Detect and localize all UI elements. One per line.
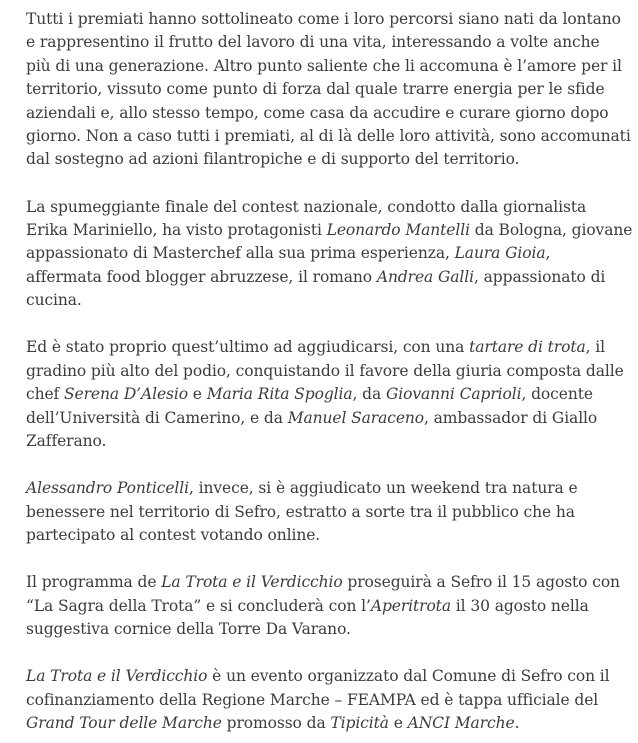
text-run: dell’Università di Camerino, e da — [26, 408, 288, 427]
paragraph-line — [26, 78, 622, 101]
italic-text: Giovanni Caprioli — [385, 385, 522, 404]
paragraph-line — [26, 148, 622, 171]
paragraph-line — [26, 55, 622, 78]
text-run: più di una generazione. Altro punto saliente che li accomuna è l’amore per il — [26, 56, 622, 75]
paragraph-line — [26, 266, 622, 289]
italic-text: La Trota e il Verdicchio — [161, 573, 343, 592]
paragraph-line — [26, 524, 622, 547]
text-run: Tutti i premiati hanno sottolineato come i loro percorsi siano nati da lontano — [26, 10, 621, 28]
italic-text: Aperitrota — [370, 596, 451, 615]
text-run: chef — [26, 385, 65, 404]
italic-text: Manuel Saraceno — [287, 408, 425, 427]
italic-text: Maria Rita Spoglia — [206, 385, 353, 404]
italic-text: ANCI Marche — [407, 714, 515, 733]
text-run: , appassionato di — [474, 267, 606, 286]
text-run: e — [187, 385, 207, 404]
text-run: Ed è stato proprio quest’ultimo ad aggiudicarsi, con una — [26, 338, 470, 357]
text-run: è un evento organizzato dal Comune di Sefro con il — [207, 667, 610, 686]
italic-text: Laura Gioia — [454, 244, 546, 263]
paragraph-line — [26, 219, 633, 242]
text-run: Il programma de — [26, 573, 162, 592]
italic-text: Grand Tour delle Marche — [26, 714, 222, 733]
paragraph-line — [26, 102, 622, 125]
text-run: , da — [352, 385, 386, 404]
text-run: Erika Mariniello, ha visto protagonisti — [26, 221, 327, 240]
text-run: , ambassador di Giallo — [424, 408, 598, 427]
text-run: proseguirà a Sefro il 15 agosto con — [342, 573, 620, 592]
paragraph-line — [26, 289, 622, 312]
italic-text: tartare di trota — [469, 338, 586, 357]
text-run: cofinanziamento della Regione Marche – FEAMPA ed è tappa ufficiale del — [26, 690, 599, 709]
paragraph-line — [26, 125, 631, 148]
paragraph-line — [26, 196, 622, 219]
paragraph-line — [26, 31, 622, 54]
italic-text: Tipicità — [330, 714, 389, 733]
text-run: “La Sagra della Trota” e si concluderà con l’ — [26, 596, 371, 615]
text-run: da Bologna, giovane — [469, 221, 633, 240]
text-run: e — [388, 714, 408, 733]
text-run: cucina. — [26, 291, 82, 310]
text-run: il 30 agosto nella — [450, 596, 589, 615]
paragraph-line — [26, 571, 622, 594]
paragraph-line — [26, 689, 622, 712]
text-run: giorno. Non a caso tutti i premiati, al di là delle loro attività, sono accomunati — [26, 127, 631, 146]
text-run: dal sostegno ad azioni filantropiche e di supporto del territorio. — [26, 150, 520, 169]
paragraph-line — [26, 618, 622, 641]
paragraph-line — [26, 477, 622, 500]
article-paragraph — [26, 336, 622, 453]
text-run: territorio, vissuto come punto di forza dal quale trarre energia per le sfide — [26, 80, 605, 99]
article-paragraph — [26, 477, 622, 547]
text-run: , docente — [521, 385, 593, 404]
paragraph-line — [26, 430, 622, 453]
paragraph-line — [26, 501, 622, 524]
italic-text: Serena D’Alesio — [64, 385, 188, 404]
text-run: promosso da — [221, 714, 331, 733]
text-run: e rappresentino il frutto del lavoro di una vita, interessando a volte anche — [26, 33, 600, 52]
article-paragraph — [26, 665, 622, 735]
italic-text: La Trota e il Verdicchio — [26, 667, 208, 686]
article-paragraph — [26, 8, 631, 172]
text-run: . — [514, 714, 520, 733]
text-run: affermata food blogger abruzzese, il romano — [26, 267, 377, 286]
paragraph-line — [26, 383, 622, 406]
text-run: Zafferano. — [26, 432, 107, 451]
text-run: aziendali e, allo stesso tempo, come casa da accudire e curare giorno dopo — [26, 103, 609, 122]
text-run: , il — [585, 338, 605, 357]
text-run: appassionato di Masterchef alla sua prima esperienza, — [26, 244, 455, 263]
paragraph-line — [26, 595, 622, 618]
paragraph-line — [26, 665, 622, 688]
article-paragraph — [26, 196, 633, 313]
paragraph-line — [26, 336, 622, 359]
text-run: suggestiva cornice della Torre Da Varano. — [26, 620, 351, 639]
text-run: partecipato al contest votando online. — [26, 526, 321, 545]
italic-text: Alessandro Ponticelli — [26, 479, 189, 498]
italic-text: Andrea Galli — [376, 267, 475, 286]
paragraph-line — [26, 8, 622, 31]
text-run: , — [545, 244, 551, 263]
paragraph-line — [26, 360, 622, 383]
paragraph-line — [26, 712, 622, 735]
text-run: gradino più alto del podio, conquistando il favore della giuria composta dalle — [26, 361, 624, 380]
paragraph-line — [26, 407, 622, 430]
text-run: , invece, si è aggiudicato un weekend tra natura e — [188, 479, 578, 498]
text-run: La spumeggiante finale del contest nazionale, condotto dalla giornalista — [26, 197, 587, 216]
text-run: benessere nel territorio di Sefro, estratto a sorte tra il pubblico che ha — [26, 502, 575, 521]
article-paragraph — [26, 571, 622, 641]
italic-text: Leonardo Mantelli — [326, 221, 470, 240]
paragraph-line — [26, 242, 622, 265]
